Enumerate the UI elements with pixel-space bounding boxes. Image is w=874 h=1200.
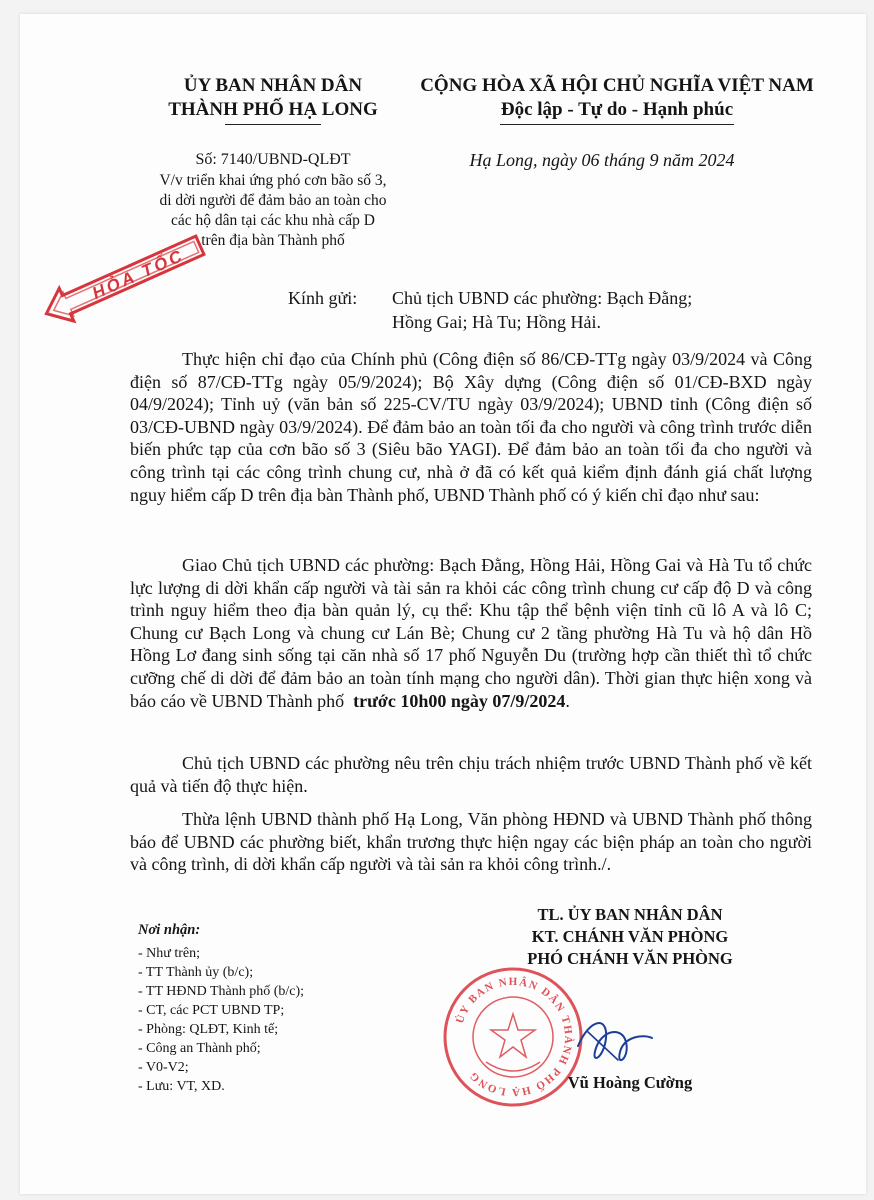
list-item: - TT HĐND Thành phố (b/c); — [138, 984, 305, 999]
deadline-text: trước 10h00 ngày 07/9/2024 — [353, 690, 566, 711]
national-header — [382, 74, 852, 122]
body-paragraph-4 — [130, 808, 812, 876]
list-item: - TT Thành ủy (b/c); — [138, 965, 254, 980]
recipient-label: Kính gửi: — [288, 288, 358, 308]
issuer-header — [138, 74, 408, 122]
recipient-line1: Chủ tịch UBND các phường: Bạch Đằng; — [392, 288, 693, 308]
subject-line: di dời người để đảm bảo an toàn cho — [159, 192, 387, 209]
issuer-line2: THÀNH PHỐ HẠ LONG — [168, 99, 378, 120]
document-number: Số: 7140/UBND-QLĐT — [195, 151, 351, 168]
issuer-line1: ỦY BAN NHÂN DÂN — [183, 75, 363, 96]
signature-line3: PHÓ CHÁNH VĂN PHÒNG — [527, 949, 733, 968]
motto-underline — [500, 124, 734, 125]
date-line: Hạ Long, ngày 06 tháng 9 năm 2024 — [469, 150, 735, 170]
handwritten-signature — [560, 1008, 680, 1078]
national-title: CỘNG HÒA XÃ HỘI CHỦ NGHĨA VIỆT NAM — [420, 75, 814, 96]
list-item: - V0-V2; — [138, 1060, 189, 1075]
signature-block — [460, 904, 800, 970]
body-text — [130, 554, 812, 712]
list-item: - Công an Thành phố; — [138, 1041, 261, 1056]
body-paragraph-3 — [130, 752, 812, 797]
subject-line: các hộ dân tại các khu nhà cấp D — [171, 212, 375, 229]
body-text: Thừa lệnh UBND thành phố Hạ Long, Văn phòng HĐND và UBND Thành phố thông báo để UBND các phường biết, khẩn trương thực hiện ngay các biện pháp an toàn cho người và công trình, di dời khẩn cấp người và tài sản ra khỏi công trình./. — [130, 809, 812, 875]
subject-line: V/v triển khai ứng phó cơn bão số 3, — [159, 172, 387, 189]
recipient-text — [392, 286, 752, 334]
subject-line: trên địa bàn Thành phố — [201, 232, 345, 249]
list-item: - Như trên; — [138, 946, 201, 961]
list-item: - Phòng: QLĐT, Kinh tế; — [138, 1022, 279, 1037]
list-item: - CT, các PCT UBND TP; — [138, 1003, 285, 1018]
body-paragraph-2 — [130, 554, 812, 712]
body-text-end: . — [565, 690, 570, 711]
signature-line1: TL. ỦY BAN NHÂN DÂN — [537, 905, 723, 924]
body-text-main: Giao Chủ tịch UBND các phường: Bạch Đằng, Hồng Hải, Hồng Gai và Hà Tu tổ chức lực lượng di dời khẩn cấp người và tài sản ra khỏi các công trình chung cư cấp độ D và công trình nguy hiểm theo địa bàn quản lý, cụ thể: Khu tập thể bệnh viện tỉnh cũ lô A và lô C; Chung cư Bạch Long và chung cư Lán Bè; Chung cư 2 tầng phường Hà Tu và hộ dân Hồ Hồng Lơ đang sinh sống tại căn nhà số 17 phố Nguyễn Du (trường hợp cần thiết thì tổ chức cưỡng chế di dời để đảm bảo an toàn tính mạng cho người dân). Thời gian thực hiện xong và báo cáo về UBND Thành phố — [130, 555, 812, 711]
recipients-list — [138, 944, 304, 1096]
body-paragraph-1 — [130, 348, 812, 506]
issuer-underline — [225, 124, 321, 125]
recipients-list-title: Nơi nhận: — [138, 922, 201, 938]
urgent-stamp-text: HỎA TỐC — [89, 245, 188, 304]
signer-name: Vũ Hoàng Cường — [567, 1073, 693, 1092]
body-text: Chủ tịch UBND các phường nêu trên chịu trách nhiệm trước UBND Thành phố về kết quả và tiến độ thực hiện. — [130, 753, 812, 796]
list-item: - Lưu: VT, XD. — [138, 1079, 225, 1094]
seal-text: ỦY BAN NHÂN DÂN THÀNH PHỐ HẠ LONG — [453, 975, 575, 1099]
national-motto: Độc lập - Tự do - Hạnh phúc — [500, 99, 734, 120]
signature-line2: KT. CHÁNH VĂN PHÒNG — [531, 927, 729, 946]
document-page — [20, 14, 866, 1194]
recipient-line2: Hồng Gai; Hà Tu; Hồng Hải. — [392, 312, 602, 332]
body-text: Thực hiện chỉ đạo của Chính phủ (Công điện số 86/CĐ-TTg ngày 03/9/2024 và Công điện số 87/CĐ-TTg ngày 05/9/2024); Bộ Xây dựng (Công điện số 01/CĐ-BXD ngày 04/9/2024); Tỉnh uỷ (văn bản số 225-CV/TU ngày 03/9/2024); UBND tỉnh (Công điện số 03/CĐ-UBND ngày 03/9/2024). Để đảm bảo an toàn tối đa cho người và công trình trước diễn biến phức tạp của cơn bão số 3 (Siêu bão YAGI). Để đảm bảo an toàn tối đa cho người và công trình tại các công trình chung cư, nhà ở đã có kết quả kiểm định đánh giá chất lượng nguy hiểm cấp D trên địa bàn Thành phố, UBND Thành phố có ý kiến chỉ đạo như sau: — [130, 349, 812, 505]
urgent-stamp — [26, 226, 226, 326]
